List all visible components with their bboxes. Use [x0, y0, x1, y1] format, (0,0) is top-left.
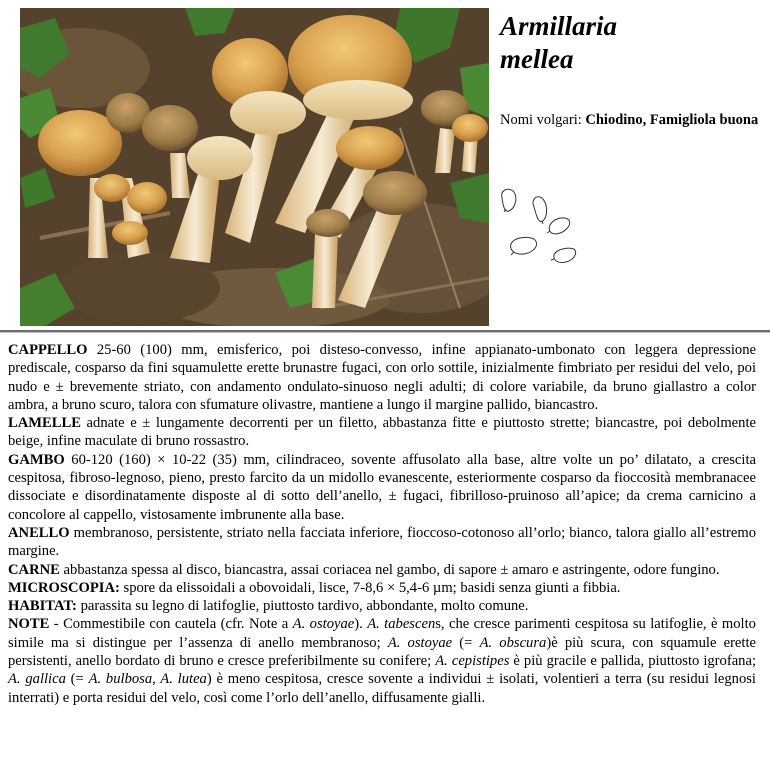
species-ref: A. tabescen — [367, 616, 436, 633]
microscopia-text: spore da elissoidali a obovoidali, lisce, 7-8,6 × 5,4-6 µm; basidi senza giunti a fibbia. — [119, 579, 621, 596]
anello-heading: ANELLO — [8, 524, 70, 541]
section-divider — [0, 330, 770, 333]
common-names-label: Nomi volgari: — [500, 112, 586, 128]
species-ref: A. ostoyae — [387, 634, 453, 651]
spore-shape — [502, 189, 516, 212]
note-text: ). — [354, 616, 368, 633]
note-text: è più gracile e pallida, piuttosto igrofana; — [509, 653, 756, 670]
common-names — [500, 110, 762, 130]
note-text: ) è meno cespitosa, cresce sovente a individui ± isolati, volentieri a terra (su residui legnosi interrati) e porta residui del velo, così come l’orlo dell’anello, diffusamente gialli. — [8, 671, 756, 706]
note-text: (= — [65, 671, 89, 688]
gambo-section — [8, 451, 756, 524]
cappello-heading: CAPPELLO — [8, 342, 88, 358]
carne-heading: CARNE — [8, 561, 60, 578]
genus-name: Armillaria — [500, 11, 618, 41]
anello-text: membranoso, persistente, striato nella facciata inferiore, fioccoso-cotonoso all’orlo; bianco, talora giallo all’estremo margine. — [8, 524, 756, 560]
carne-section — [8, 561, 756, 579]
species-ref: A. cepistipes — [435, 653, 510, 670]
note-text: - Commestibile con cautela (cfr. Note a — [49, 616, 293, 633]
species-ref: A. ostoyae — [292, 616, 355, 633]
note-section — [8, 615, 756, 706]
species-ref: A. obscura — [479, 634, 547, 651]
microscopia-heading: MICROSCOPIA: — [8, 579, 120, 596]
lamelle-text: adnate e ± lungamente decorrenti per un filetto, abbastanza fitte e piuttosto strette; biancastre, poi debolmente beige, infine maculate di bruno rossastro. — [8, 415, 756, 450]
gambo-text: 60-120 (160) × 10-22 (35) mm, cilindraceo, sovente affusolato alla base, altre volte un po’ dilatato, a crescita cespitosa, fibroso-legnoso, pieno, presto farcito da un midollo evanescente, esteriormente cosparso da fioccosità membranacee dissociate e disordinatamente disposte al di sotto dell’anello, ± fugaci, fibrilloso-pruinoso all’apice; da crema carnicino a concolore al cappello, vistosamente imbrunente alla base. — [8, 451, 756, 523]
microscopia-section — [8, 579, 756, 597]
carne-text: abbastanza spessa al disco, biancastra, assai coriacea nel gambo, di sapore ± amaro e astringente, odore fungino. — [59, 561, 720, 578]
habitat-section — [8, 597, 756, 615]
gambo-heading: GAMBO — [8, 451, 65, 468]
mushroom-photo — [20, 8, 489, 326]
spore-shape — [511, 237, 537, 255]
note-text: s, che cresce parimenti cespitosa su latifoglie, è molto simile ma si distingue per l’assenza di anello membranoso; — [8, 616, 756, 651]
lamelle-section — [8, 414, 756, 451]
habitat-heading: HABITAT: — [8, 598, 77, 615]
spore-shape — [551, 248, 576, 262]
note-text: )è più scura, con squamule erette persistenti, anello bordato di bruno e cresce preferibilmente su conifere; — [8, 634, 756, 670]
species-description — [8, 341, 756, 707]
cappello-text: 25-60 (100) mm, emisferico, poi disteso-convesso, infine appianato-umbonato con leggera depressione prediscale, cosparso da fini squamulette erette brunastre fugaci, con orlo sottile, inizialmente fimbriato per residui del velo, poi nudo e ± brevemente striato, con andamento ondulato-sinuoso negli adulti; di colore variabile, da bruno giallastro a color ambra, a bruno scuro, talora con sfumature olivastre, mantiene a lungo il margine pallido, biancastro. — [8, 342, 756, 413]
common-names-value: Chiodino, Famigliola buona — [585, 112, 759, 128]
species-ref: A. gallica — [8, 671, 66, 688]
lamelle-heading: LAMELLE — [8, 415, 81, 432]
spore-shape — [547, 218, 570, 234]
spores-illustration — [498, 186, 588, 268]
anello-section — [8, 524, 756, 561]
species-epithet: mellea — [500, 44, 574, 74]
note-text: (= — [452, 634, 480, 651]
spore-shape — [533, 197, 547, 224]
habitat-text: parassita su legno di latifoglie, piuttosto tardivo, abbondante, molto comune. — [76, 598, 529, 615]
species-ref: A. bulbosa, A. lutea — [88, 671, 207, 688]
cappello-section — [8, 341, 756, 414]
note-heading: NOTE — [8, 616, 50, 633]
species-title — [500, 10, 762, 76]
